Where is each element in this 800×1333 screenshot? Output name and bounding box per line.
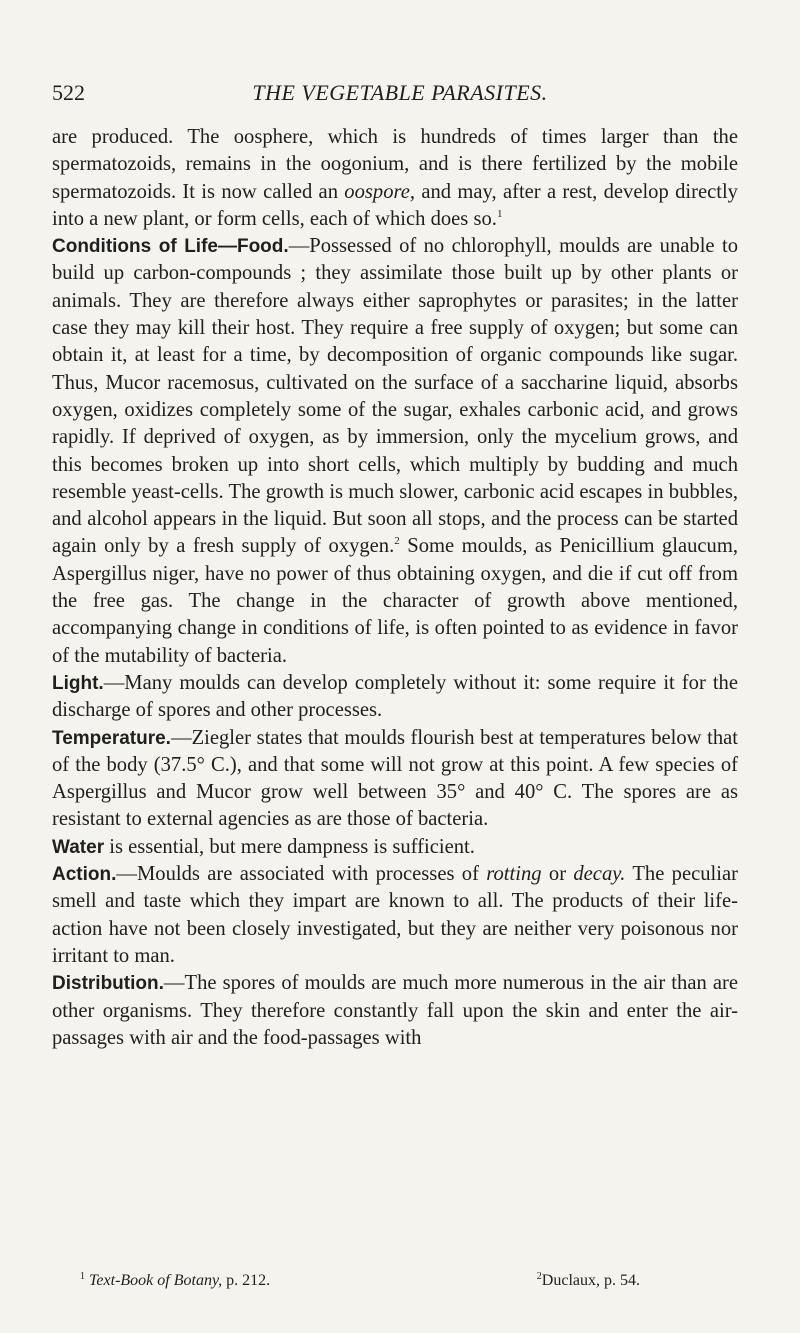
section-heading: Temperature. [52, 727, 171, 749]
text-run: Some moulds, as Penicillium glaucum, Aspergillus niger, have no power of thus obtaining oxygen, and die if cut off from the free gas. The change in the character of growth above mentioned, accompanying change in conditions of life, is often pointed to as evidence in favor of the mutability of bacteria. [52, 535, 738, 667]
footnote-ref: 1 [496, 207, 503, 220]
footnote-2 [537, 1272, 640, 1290]
footnote-mark: 2 [536, 1271, 542, 1282]
footnote-text: Duclaux, p. 54. [541, 1272, 640, 1289]
text-run: is essential, but mere dampness is sufficient. [104, 835, 475, 858]
text-run: , and may, after a rest, develop directly into a new plant, or form cells, each of which does so. [52, 180, 738, 230]
paragraph-temperature [52, 725, 738, 834]
section-heading: Action. [52, 864, 117, 886]
footnote-mark: 1 [80, 1271, 85, 1282]
paragraph-action [52, 861, 738, 970]
running-header [52, 80, 748, 108]
paragraph-water [52, 834, 738, 861]
footnote-1 [80, 1272, 270, 1290]
text-run: —Ziegler states that moulds flourish best at temperatures below that of the body (37.5° C.), and that some will not grow at this point. A few species of Aspergillus and Mucor grow well between 35° and 40° C. The spores are as resistant to external agencies as are those of bacteria. [52, 726, 738, 831]
footnote-ref: 2 [394, 535, 400, 548]
section-heading: Water [52, 836, 105, 858]
text-run: —Moulds are associated with processes of [116, 863, 487, 886]
section-heading: Conditions of Life—Food. [52, 236, 289, 258]
italic-term: rotting [486, 863, 542, 886]
paragraph-oospore [52, 124, 738, 233]
paragraph-light [52, 670, 738, 725]
running-title: THE VEGETABLE PARASITES. [252, 80, 548, 105]
footnote-book-title: Text-Book of Botany, [89, 1272, 223, 1289]
text-run: —Many moulds can develop completely without it: some require it for the discharge of spores and other processes. [52, 671, 738, 722]
italic-term: oospore [344, 180, 410, 203]
italic-term: decay. [573, 863, 626, 886]
page-number: 522 [52, 80, 85, 105]
text-run: —Possessed of no chlorophyll, moulds are unable to build up carbon-compounds ; they assimilate those built up by other plants or animals. They are therefore always either saprophytes or parasites; in the latter case they may kill their host. They require a free supply of oxygen; but some can obtain it, at least for a time, by decomposition of organic compounds like sugar. Thus, Mucor racemosus, cultivated on the surface of a saccharine liquid, absorbs oxygen, oxidizes completely some of the sugar, exhales carbonic acid, and grows rapidly. If deprived of oxygen, as by immersion, only the mycelium grows, and this becomes broken up into short cells, which multiply by budding and much resemble yeast-cells. The growth is much slower, carbonic acid escapes in bubbles, and alcohol appears in the liquid. But soon all stops, and the process can be started again only by a fresh supply of oxygen. [52, 235, 738, 558]
text-run: are produced. The oosphere, which is hundreds of times larger than the spermatozoids, remains in the oogonium, and is there fertilized by the mobile spermatozoids. It is now called an [52, 126, 738, 203]
section-heading: Light. [52, 672, 104, 694]
text-run: The peculiar smell and taste which they impart are known to all. The products of their life-action have not been closely investigated, but they are neither very poisonous nor irritant to man. [52, 863, 738, 967]
paragraph-food [52, 233, 738, 670]
text-run: —The spores of moulds are much more numerous in the air than are other organisms. They therefore constantly fall upon the skin and enter the air-passages with air and the food-passages with [52, 972, 738, 1049]
section-heading: Distribution. [52, 973, 164, 995]
body-text [52, 124, 738, 1052]
paragraph-distribution [52, 970, 738, 1052]
footnotes [80, 1272, 640, 1296]
footnote-text: p. 212. [222, 1272, 271, 1289]
text-run: or [541, 863, 574, 886]
